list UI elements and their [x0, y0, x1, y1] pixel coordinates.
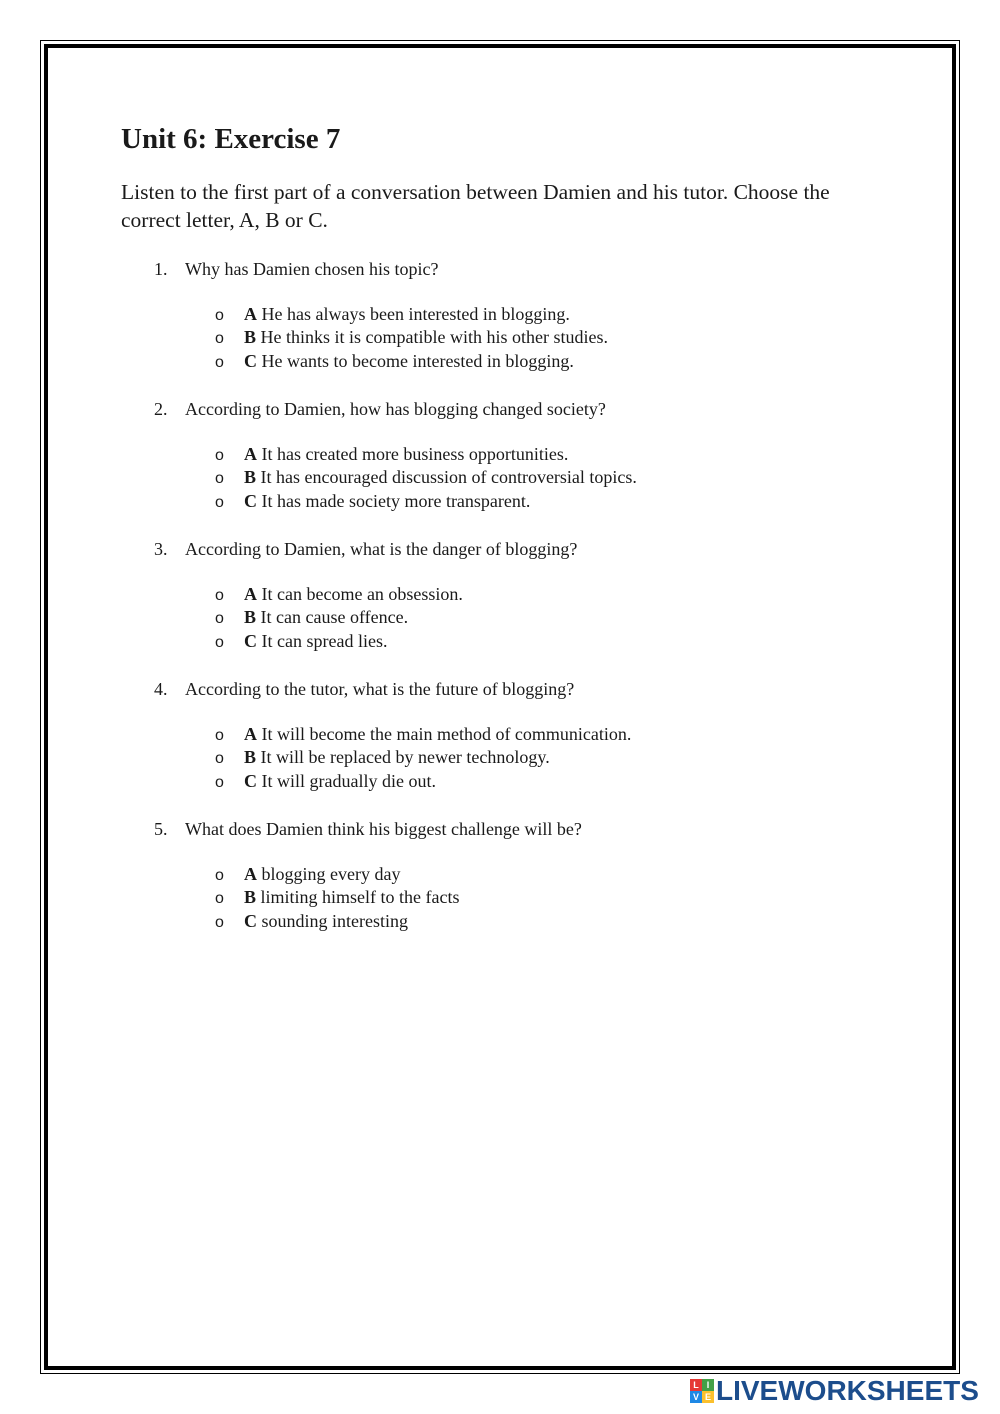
question-prompt: According to Damien, how has blogging changed society?	[185, 399, 606, 419]
question-prompt: According to Damien, what is the danger of blogging?	[185, 539, 578, 559]
option-a[interactable]	[215, 443, 854, 466]
option-a[interactable]	[215, 863, 854, 886]
option-text: It has made society more transparent.	[261, 490, 531, 511]
logo-letter-l: L	[690, 1379, 702, 1391]
option-text: It will become the main method of communication.	[261, 724, 632, 744]
option-b[interactable]	[215, 326, 854, 349]
watermark-text: LIVEWORKSHEETS	[716, 1375, 979, 1406]
bullet-icon: o	[215, 353, 224, 371]
option-text: It will gradually die out.	[261, 770, 436, 791]
options-list	[154, 723, 854, 793]
options-list	[154, 443, 854, 513]
question-text	[154, 257, 854, 281]
option-text: It will be replaced by newer technology.	[260, 747, 550, 768]
option-letter: C	[244, 490, 257, 511]
option-c[interactable]	[215, 350, 854, 373]
option-letter: C	[244, 350, 257, 371]
question-4	[154, 677, 854, 793]
option-text: He wants to become interested in blogging.	[261, 350, 574, 371]
question-text	[154, 537, 854, 561]
bullet-icon: o	[215, 750, 224, 768]
bullet-icon: o	[215, 610, 224, 628]
bullet-icon: o	[215, 867, 224, 884]
bullet-icon: o	[215, 493, 224, 511]
option-letter: A	[244, 444, 257, 464]
worksheet-title: Unit 6: Exercise 7	[121, 123, 341, 155]
question-5	[154, 817, 854, 933]
option-letter: B	[244, 327, 257, 348]
option-c[interactable]	[215, 770, 854, 793]
option-b[interactable]	[215, 466, 854, 489]
question-text	[154, 817, 854, 841]
bullet-icon: o	[215, 587, 224, 604]
options-list	[154, 863, 854, 933]
option-b[interactable]	[215, 606, 854, 629]
options-list	[154, 303, 854, 373]
question-number: 3.	[154, 539, 168, 559]
worksheet-content	[121, 120, 881, 931]
option-c[interactable]	[215, 910, 854, 933]
option-text: It has created more business opportunities.	[261, 444, 569, 464]
option-a[interactable]	[215, 303, 854, 326]
bullet-icon: o	[215, 913, 224, 931]
bullet-icon: o	[215, 307, 224, 324]
option-letter: B	[244, 747, 257, 768]
question-text	[154, 677, 854, 701]
option-letter: B	[244, 887, 257, 908]
options-list	[154, 583, 854, 653]
option-text: blogging every day	[261, 864, 401, 884]
bullet-icon: o	[215, 447, 224, 464]
option-letter: B	[244, 607, 257, 628]
bullet-icon: o	[215, 470, 224, 488]
option-c[interactable]	[215, 490, 854, 513]
option-text: It has encouraged discussion of controversial topics.	[260, 467, 637, 488]
option-letter: A	[244, 304, 257, 324]
option-text: He has always been interested in blogging.	[261, 304, 570, 324]
question-prompt: According to the tutor, what is the future of blogging?	[185, 679, 575, 699]
option-letter: C	[244, 770, 257, 791]
logo-letter-e: E	[702, 1391, 714, 1403]
question-number: 4.	[154, 679, 168, 699]
question-number: 5.	[154, 819, 168, 839]
logo-letter-i: I	[702, 1379, 714, 1391]
bullet-icon: o	[215, 773, 224, 791]
question-number: 2.	[154, 399, 168, 419]
option-letter: C	[244, 630, 257, 651]
instructions: Listen to the first part of a conversation between Damien and his tutor. Choose the correct letter, A, B or C.	[121, 180, 830, 232]
bullet-icon: o	[215, 330, 224, 348]
option-text: limiting himself to the facts	[260, 887, 460, 908]
logo-letter-v: V	[690, 1391, 702, 1403]
question-text	[154, 397, 854, 421]
question-prompt: What does Damien think his biggest challenge will be?	[185, 819, 582, 839]
question-2	[154, 397, 854, 513]
option-b[interactable]	[215, 886, 854, 909]
question-number: 1.	[154, 259, 168, 279]
bullet-icon: o	[215, 890, 224, 908]
option-a[interactable]	[215, 723, 854, 746]
option-letter: A	[244, 724, 257, 744]
bullet-icon: o	[215, 633, 224, 651]
option-a[interactable]	[215, 583, 854, 606]
option-letter: A	[244, 584, 257, 604]
option-letter: A	[244, 864, 257, 884]
question-3	[154, 537, 854, 653]
option-letter: C	[244, 910, 257, 931]
option-text: It can spread lies.	[261, 630, 388, 651]
option-text: sounding interesting	[261, 910, 408, 931]
option-letter: B	[244, 467, 257, 488]
question-1	[154, 257, 854, 373]
question-prompt: Why has Damien chosen his topic?	[185, 259, 439, 279]
liveworksheets-watermark	[690, 1376, 979, 1406]
option-text: He thinks it is compatible with his other studies.	[260, 327, 608, 348]
option-c[interactable]	[215, 630, 854, 653]
liveworksheets-logo-icon	[690, 1379, 714, 1403]
option-text: It can cause offence.	[260, 607, 409, 628]
option-b[interactable]	[215, 746, 854, 769]
bullet-icon: o	[215, 727, 224, 744]
option-text: It can become an obsession.	[261, 584, 463, 604]
